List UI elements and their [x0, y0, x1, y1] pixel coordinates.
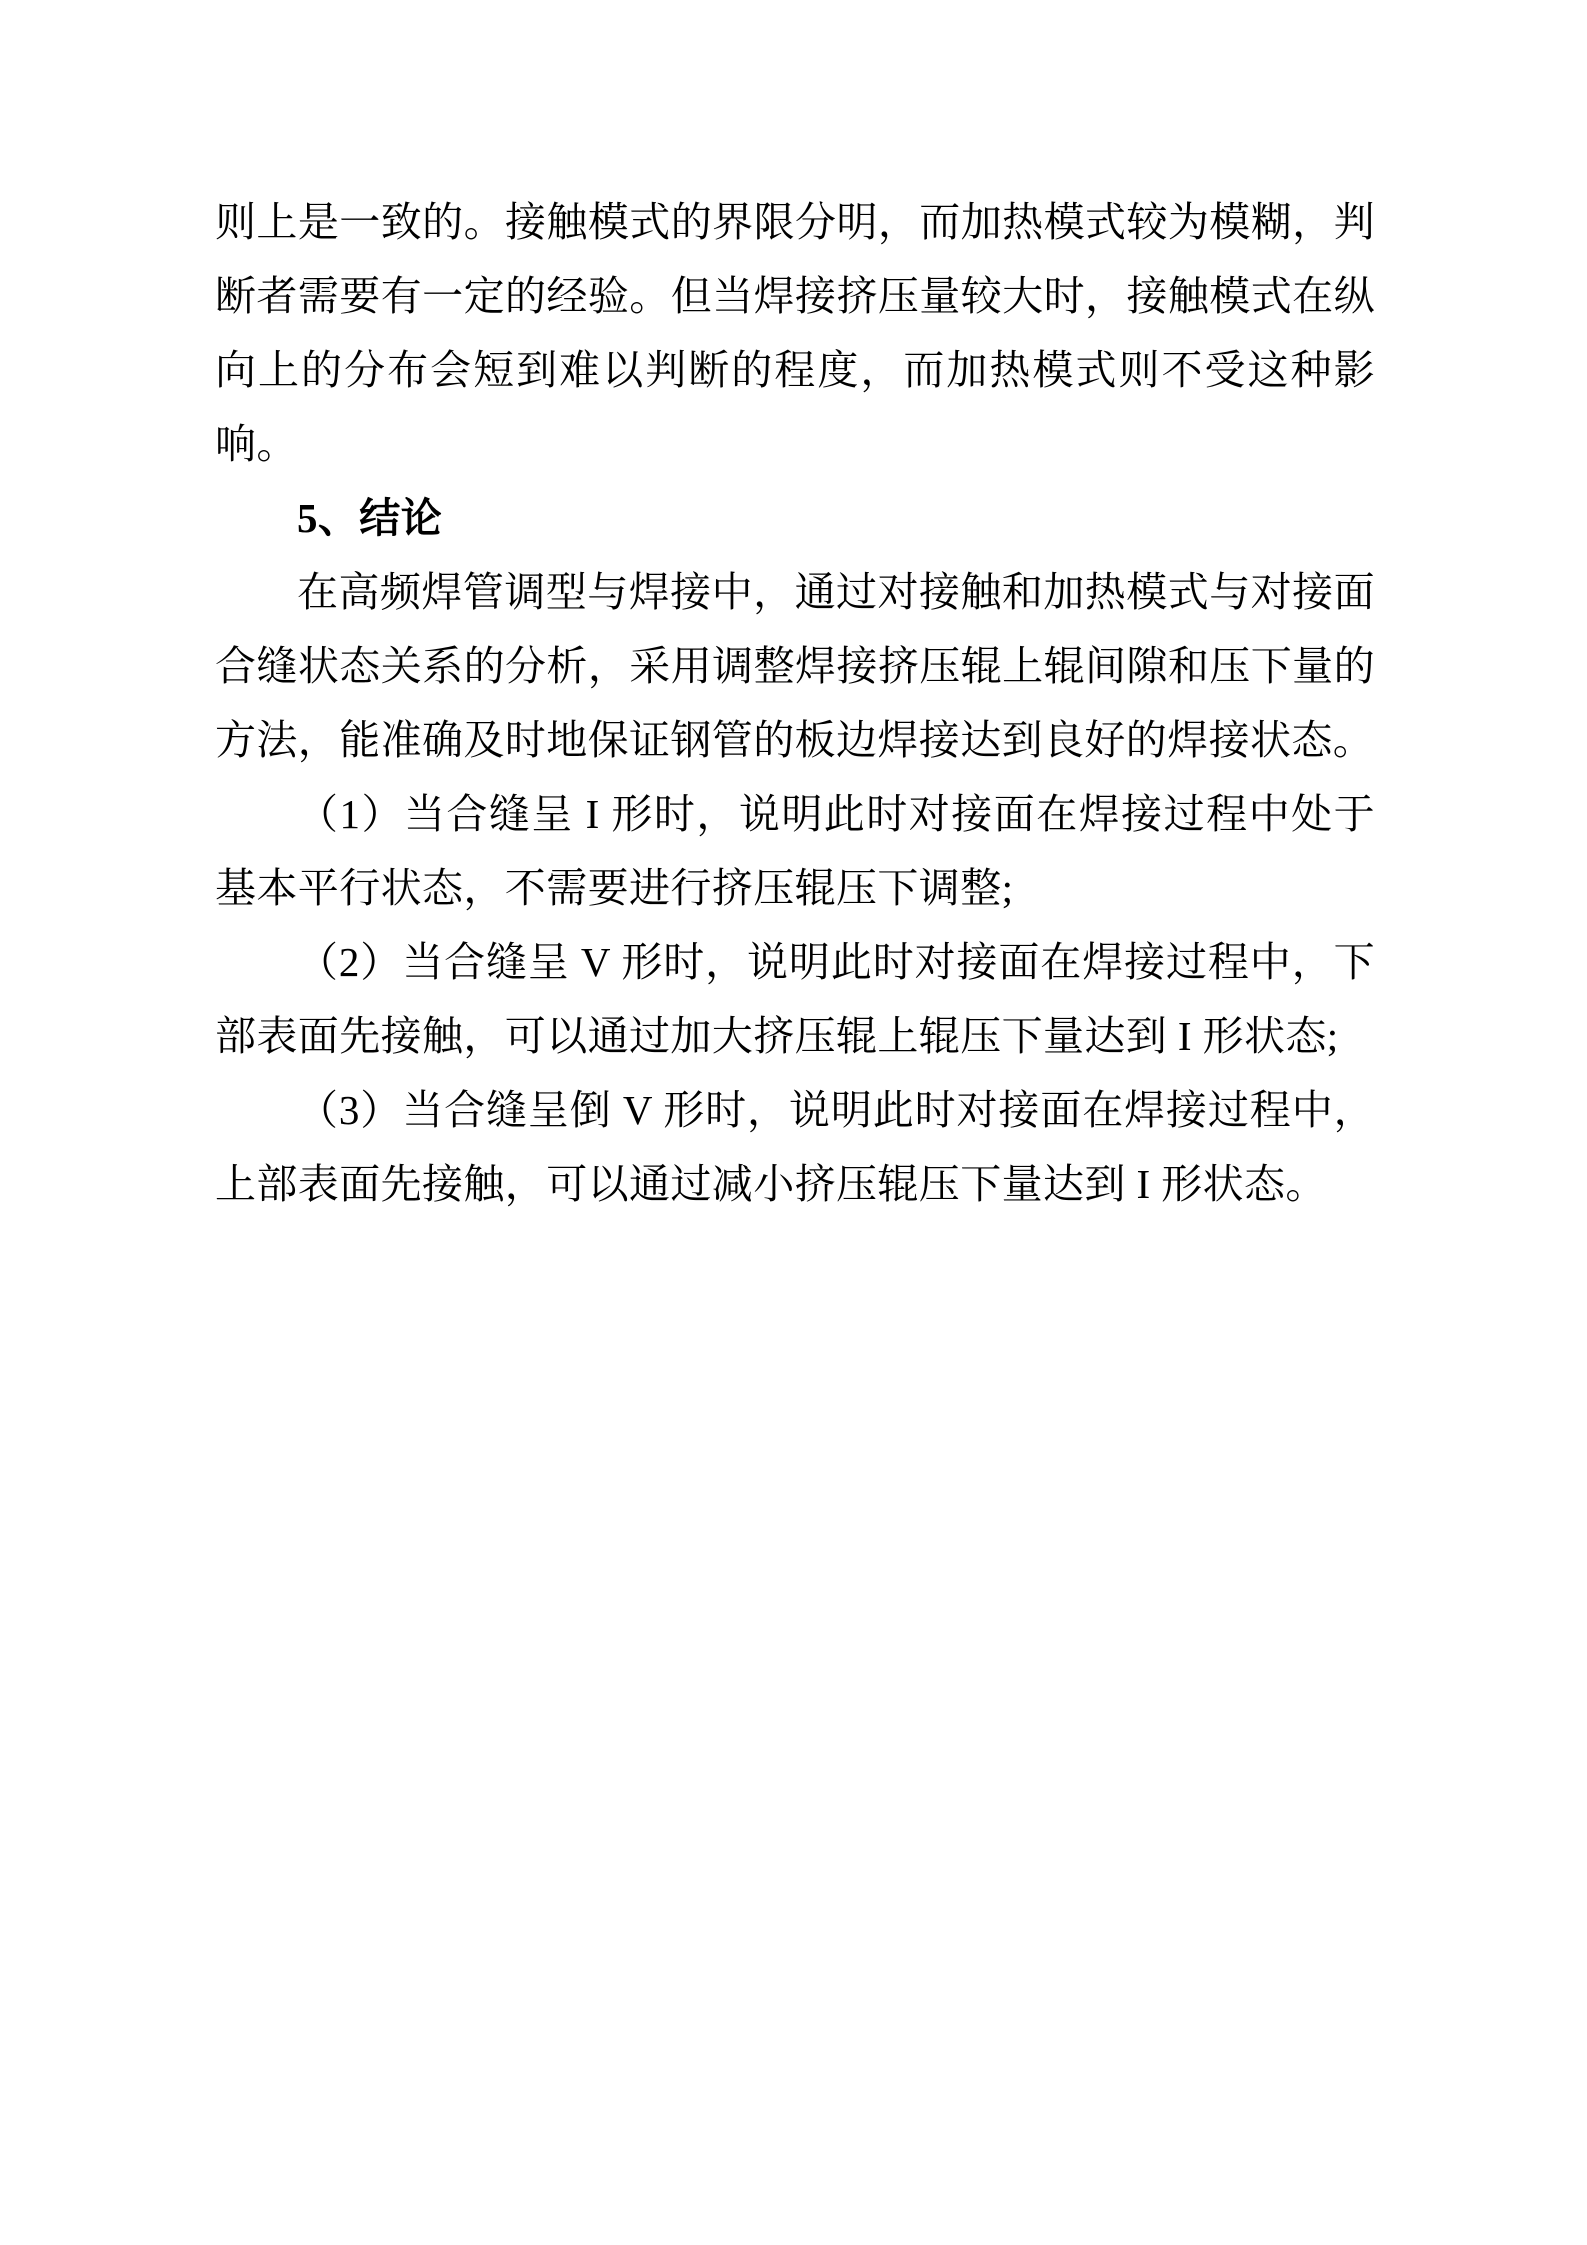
document-body [215, 185, 1375, 1221]
paragraph-continuation: 则上是一致的。接触模式的界限分明，而加热模式较为模糊，判断者需要有一定的经验。但当焊接挤压量较大时，接触模式在纵向上的分布会短到难以判断的程度，而加热模式则不受这种影响。 [215, 199, 1375, 467]
section-heading-conclusion: 5、结论 [297, 495, 443, 541]
paragraph-conclusion-intro: 在高频焊管调型与焊接中，通过对接触和加热模式与对接面合缝状态关系的分析，采用调整焊接挤压辊上辊间隙和压下量的方法，能准确及时地保证钢管的板边焊接达到良好的焊接状态。 [215, 569, 1375, 763]
paragraph-conclusion-item-1: （1）当合缝呈 I 形时，说明此时对接面在焊接过程中处于基本平行状态，不需要进行挤压辊压下调整; [215, 791, 1375, 911]
paragraph-conclusion-item-3: （3）当合缝呈倒 V 形时，说明此时对接面在焊接过程中，上部表面先接触，可以通过减小挤压辊压下量达到 I 形状态。 [215, 1087, 1375, 1207]
paragraph-conclusion-item-2: （2）当合缝呈 V 形时，说明此时对接面在焊接过程中，下部表面先接触，可以通过加大挤压辊上辊压下量达到 I 形状态; [215, 939, 1375, 1059]
